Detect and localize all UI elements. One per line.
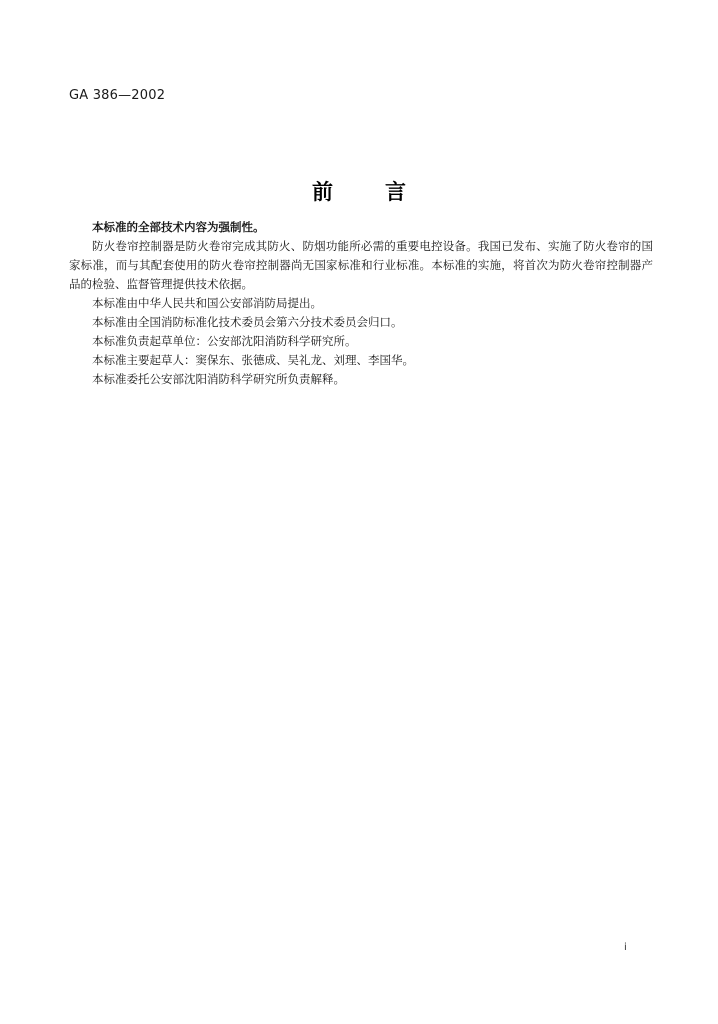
title-char-1: 前	[312, 179, 333, 204]
paragraph-proposer: 本标准由中华人民共和国公安部消防局提出。	[92, 296, 322, 310]
title-char-2: 言	[385, 179, 406, 204]
paragraph-interpretation: 本标准委托公安部沈阳消防科学研究所负责解释。	[92, 372, 345, 386]
page-number: i	[624, 942, 627, 953]
paragraph-drafting-unit: 本标准负责起草单位：公安部沈阳消防科学研究所。	[92, 334, 357, 348]
paragraph-committee: 本标准由全国消防标准化技术委员会第六分技术委员会归口。	[92, 315, 403, 329]
paragraph-intro: 防火卷帘控制器是防火卷帘完成其防火、防烟功能所必需的重要电控设备。我国已发布、实施了防火卷帘的国家标准，而与其配套使用的防火卷帘控制器尚无国家标准和行业标准。本标准的实施，将首次为防火卷帘控制器产品的检验、监督管理提供技术依据。	[69, 239, 653, 291]
foreword-body	[69, 218, 653, 389]
standard-number: GA 386—2002	[69, 88, 166, 103]
paragraph-mandatory: 本标准的全部技术内容为强制性。	[92, 220, 265, 234]
page-title	[0, 176, 718, 206]
paragraph-drafters: 本标准主要起草人：窦保东、张德成、吴礼龙、刘理、李国华。	[92, 353, 414, 367]
